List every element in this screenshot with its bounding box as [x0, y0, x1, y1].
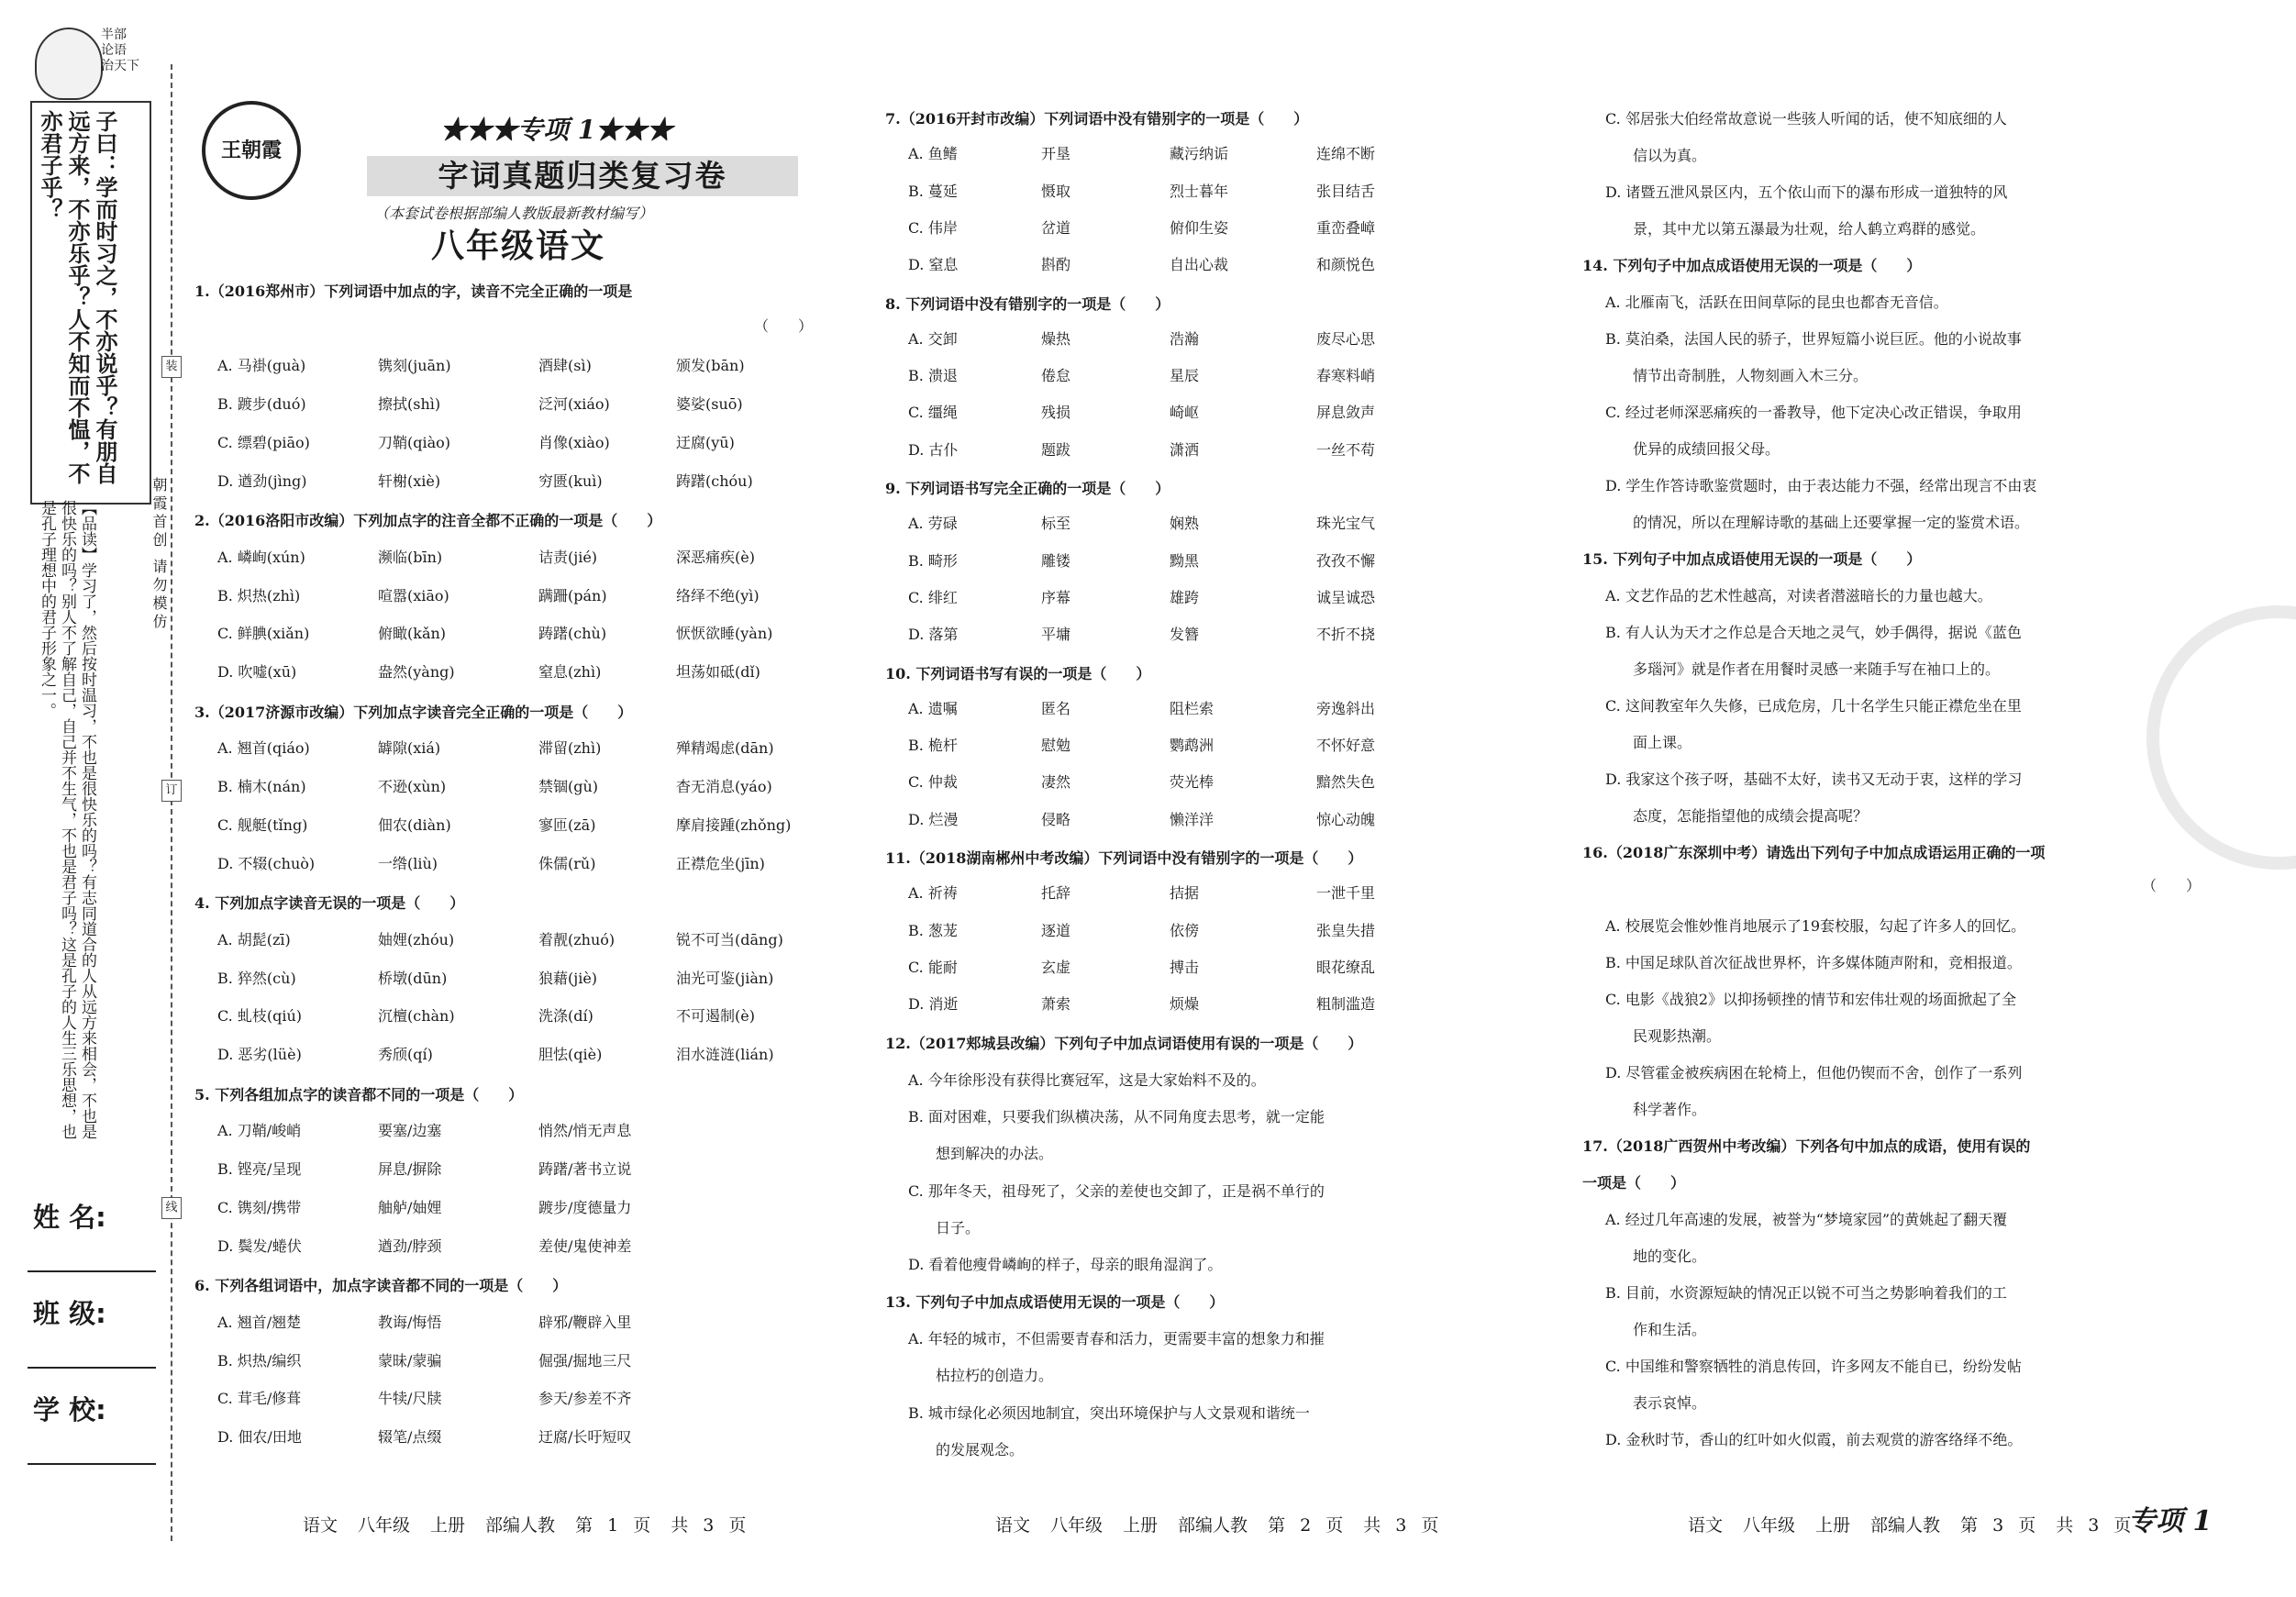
option-cell[interactable]: A. 胡髭(zī) — [217, 930, 291, 948]
option-cell[interactable]: A. 交卸 — [908, 329, 958, 348]
cut-mark-2: 订 — [161, 780, 182, 802]
option-cell[interactable]: 萧索 — [1041, 995, 1071, 1014]
option-line[interactable]: 多瑙河》就是作者在用餐时灵感一来随手写在袖口上的。 — [1633, 660, 2001, 678]
option-cell[interactable]: 杳无消息(yáo) — [676, 778, 772, 796]
option-cell[interactable]: B. 炽热/编织 — [217, 1351, 302, 1370]
option-cell[interactable]: 发簪 — [1170, 626, 1200, 644]
option-cell[interactable]: 雄跨 — [1170, 588, 1200, 606]
answer-paren[interactable]: （ ） — [2142, 877, 2202, 894]
option-cell[interactable]: D. 窒息 — [908, 256, 959, 274]
name-label: 姓 名: — [33, 1202, 106, 1233]
option-cell[interactable]: D. 遒劲(jìng) — [217, 471, 307, 490]
option-line[interactable]: 的情况，所以在理解诗歌的基础上还要掌握一定的鉴赏术语。 — [1633, 514, 2030, 531]
option-cell[interactable]: 倦怠 — [1041, 367, 1071, 385]
option-line[interactable]: A. 年轻的城市，不但需要青春和活力，更需要丰富的想象力和摧 — [908, 1329, 1325, 1347]
option-cell[interactable]: B. 炽热(zhì) — [217, 586, 301, 604]
option-line[interactable]: 表示哀悼。 — [1633, 1394, 1707, 1412]
option-cell[interactable]: 岔道 — [1041, 218, 1071, 237]
option-cell[interactable]: 油光可鉴(jiàn) — [676, 969, 774, 987]
option-cell[interactable]: D. 古仆 — [908, 440, 959, 459]
option-cell[interactable]: 烈士暮年 — [1170, 182, 1229, 200]
option-cell[interactable]: 差使/鬼使神差 — [538, 1237, 632, 1255]
option-cell[interactable]: 妯娌(zhóu) — [378, 930, 455, 948]
option-line[interactable]: A. 今年徐彤没有获得比赛冠军，这是大家始料不及的。 — [908, 1070, 1266, 1089]
question-stem: 3.（2017济源市改编）下列加点字读音完全正确的一项是（ ） — [194, 703, 633, 721]
option-cell[interactable]: 禁锢(gù) — [538, 778, 599, 796]
option-cell[interactable]: 浩瀚 — [1170, 329, 1200, 348]
special-label: ★★★专项 1★★★ — [440, 115, 673, 145]
option-line[interactable]: C. 邻居张大伯经常故意说一些骇人听闻的话，使不知底细的人 — [1605, 110, 2007, 128]
option-cell[interactable]: 盎然(yàng) — [378, 663, 455, 681]
question-stem: 15. 下列句子中加点成语使用无误的一项是（ ） — [1582, 550, 1922, 568]
option-cell[interactable]: A. 马褂(guà) — [217, 357, 306, 375]
option-cell[interactable]: 依傍 — [1170, 921, 1200, 939]
option-cell[interactable]: 自出心裁 — [1170, 256, 1229, 274]
option-cell[interactable]: D. 鬓发/蜷伏 — [217, 1237, 302, 1255]
option-cell[interactable]: 桥墩(dūn) — [378, 969, 448, 987]
option-line[interactable]: 枯拉朽的创造力。 — [936, 1367, 1054, 1385]
option-line[interactable]: D. 我家这个孩子呀，基础不太好，读书又无动于衷，这样的学习 — [1605, 771, 2023, 788]
watermark-seal — [2146, 605, 2296, 870]
option-cell[interactable]: A. 翘首(qiáo) — [217, 739, 310, 758]
option-cell[interactable]: 辟邪/鞭辟入里 — [538, 1313, 632, 1331]
option-cell[interactable]: 重峦叠嶂 — [1316, 218, 1376, 237]
option-cell[interactable]: B. 踱步(duó) — [217, 395, 306, 414]
option-line[interactable]: C. 那年冬天，祖母死了，父亲的差使也交卸了，正是祸不单行的 — [908, 1181, 1325, 1200]
option-cell[interactable]: 旁逸斜出 — [1316, 699, 1376, 717]
option-cell[interactable]: 玄虚 — [1041, 958, 1071, 976]
motto-box — [30, 101, 151, 505]
option-cell[interactable]: 屏息/摒除 — [378, 1160, 442, 1179]
option-cell[interactable]: 殚精竭虑(dān) — [676, 739, 774, 758]
option-line[interactable]: B. 城市绿化必须因地制宜，突出环境保护与人文景观和谐统一 — [908, 1403, 1310, 1422]
option-line[interactable]: A. 校展览会惟妙惟肖地展示了19套校服，勾起了许多人的回忆。 — [1605, 917, 2026, 935]
option-line[interactable]: A. 文艺作品的艺术性越高，对读者潜滋暗长的力量也越大。 — [1605, 587, 1992, 604]
option-cell[interactable]: D. 消逝 — [908, 995, 959, 1014]
option-line[interactable]: 景，其中尤以第五瀑最为壮观，给人鹤立鸡群的感觉。 — [1633, 220, 1986, 238]
cut-mark-1: 装 — [161, 356, 182, 378]
answer-paren[interactable]: （ ） — [754, 316, 814, 335]
option-cell[interactable]: 要塞/边塞 — [378, 1122, 442, 1140]
option-cell[interactable]: C. 缥碧(piāo) — [217, 433, 310, 451]
question-stem: 6. 下列各组词语中，加点字读音都不同的一项是（ ） — [194, 1277, 568, 1295]
option-cell[interactable]: 踌躇/著书立说 — [538, 1160, 632, 1179]
option-cell[interactable]: 牛犊/尺牍 — [378, 1390, 442, 1408]
option-cell[interactable]: A. 遗嘱 — [908, 699, 958, 717]
option-cell[interactable]: 匿名 — [1041, 699, 1071, 717]
option-cell[interactable]: 迂腐/长吁短叹 — [538, 1428, 632, 1446]
option-cell[interactable]: 秀颀(qí) — [378, 1046, 433, 1063]
question-stem: 12.（2017郏城县改编）下列句子中加点词语使用有误的一项是（ ） — [885, 1034, 1363, 1052]
option-line[interactable]: D. 诸暨五泄风景区内，五个依山而下的瀑布形成一道独特的风 — [1605, 183, 2008, 201]
option-line[interactable]: C. 中国维和警察牺牲的消息传回，许多网友不能自已，纷纷发帖 — [1605, 1358, 2022, 1375]
option-line[interactable]: B. 面对困难，只要我们纵横决荡，从不同角度去思考，就一定能 — [908, 1108, 1325, 1126]
option-cell[interactable]: 孜孜不懈 — [1316, 551, 1376, 570]
option-cell[interactable]: 正襟危坐(jīn) — [676, 854, 765, 872]
cut-line — [171, 64, 172, 1541]
question-stem: 9. 下列词语书写完全正确的一项是（ ） — [885, 480, 1170, 497]
school-label: 学 校: — [33, 1394, 106, 1425]
option-line[interactable]: B. 目前，水资源短缺的情况正以锐不可当之势影响着我们的工 — [1605, 1284, 2007, 1302]
option-cell[interactable]: 张目结舌 — [1316, 182, 1376, 200]
option-cell[interactable]: 寥匝(zā) — [538, 815, 596, 834]
class-field[interactable] — [28, 1367, 156, 1369]
option-cell[interactable]: 踌躇(chóu) — [676, 471, 753, 490]
option-cell[interactable]: B. 蔓延 — [908, 182, 958, 200]
option-cell[interactable]: 斟酌 — [1041, 256, 1071, 274]
option-cell[interactable]: 侏儒(rǔ) — [538, 854, 596, 872]
option-cell[interactable]: 荧光棒 — [1170, 773, 1215, 792]
option-cell[interactable]: 轩榭(xiè) — [378, 471, 441, 490]
mascot-icon — [35, 28, 103, 100]
option-cell[interactable]: 佃农(diàn) — [378, 815, 451, 834]
cut-mark-3: 线 — [161, 1197, 182, 1219]
option-cell[interactable]: 烦燥 — [1170, 995, 1200, 1014]
option-line[interactable]: 地的变化。 — [1633, 1248, 1707, 1265]
option-cell[interactable]: A. 翘首/翘楚 — [217, 1313, 302, 1331]
option-cell[interactable]: 娴熟 — [1170, 515, 1200, 533]
option-cell[interactable]: B. 溃退 — [908, 367, 958, 385]
option-cell[interactable]: A. 鱼鳍 — [908, 145, 958, 163]
option-line[interactable]: 想到解决的办法。 — [936, 1145, 1054, 1163]
option-cell[interactable]: 辍笔/点缀 — [378, 1428, 442, 1446]
option-cell[interactable]: 教诲/悔悟 — [378, 1313, 442, 1331]
option-cell[interactable]: A. 劳碌 — [908, 515, 958, 533]
option-cell[interactable]: D. 吹嘘(xū) — [217, 663, 297, 681]
option-cell[interactable]: 阻栏索 — [1170, 699, 1215, 717]
option-line[interactable]: 态度，怎能指望他的成绩会提高呢？ — [1633, 807, 1869, 825]
option-cell[interactable]: 肖像(xiào) — [538, 433, 610, 451]
grade-title: 八年级语文 — [431, 227, 606, 265]
option-line[interactable]: C. 这间教室年久失修，已成危房，几十名学生只能正襟危坐在里 — [1605, 697, 2022, 715]
option-cell[interactable]: D. 恶劣(lüè) — [217, 1046, 302, 1063]
option-cell[interactable]: 擦拭(shì) — [378, 395, 441, 414]
option-line[interactable]: C. 经过老师深恶痛疾的一番教导，他下定决心改正错误，争取用 — [1605, 404, 2022, 421]
page-title: 字词真题归类复习卷 — [367, 156, 798, 196]
option-cell[interactable]: 慑取 — [1041, 182, 1071, 200]
option-cell[interactable]: B. 畸形 — [908, 551, 958, 570]
corner-label: 专项 1 — [2128, 1505, 2213, 1537]
option-cell[interactable]: D. 烂漫 — [908, 810, 959, 828]
option-cell[interactable]: 不怀好意 — [1316, 737, 1376, 755]
question-stem: 14. 下列句子中加点成语使用无误的一项是（ ） — [1582, 257, 1922, 274]
option-cell[interactable]: 残损 — [1041, 404, 1071, 422]
option-line[interactable]: 情节出奇制胜，人物刻画入木三分。 — [1633, 367, 1869, 384]
option-cell[interactable]: 粗制滥造 — [1316, 995, 1376, 1014]
footer-page-3: 语文 八年级 上册 部编人教 第 3 页 共 3 页 — [1688, 1515, 2132, 1536]
option-cell[interactable]: 崎岖 — [1170, 404, 1200, 422]
option-cell[interactable]: 一丝不苟 — [1316, 440, 1376, 459]
option-cell[interactable]: 平墉 — [1041, 626, 1071, 644]
option-cell[interactable]: 胆怯(qiè) — [538, 1046, 603, 1063]
option-cell[interactable]: C. 鲜腆(xiǎn) — [217, 625, 310, 643]
option-cell[interactable]: 一绺(liù) — [378, 854, 438, 872]
question-stem: 13. 下列句子中加点成语使用无误的一项是（ ） — [885, 1292, 1225, 1311]
option-cell[interactable]: 颁发(bān) — [676, 357, 745, 375]
question-stem: 1.（2016郑州市）下列词语中加点的字，读音不完全正确的一项是 — [194, 283, 633, 300]
option-cell[interactable]: 悄然/悄无声息 — [538, 1122, 632, 1140]
option-cell[interactable]: 倔强/掘地三尺 — [538, 1351, 632, 1370]
option-cell[interactable]: B. 猝然(cù) — [217, 969, 296, 987]
option-line[interactable]: 日子。 — [936, 1219, 981, 1237]
option-cell[interactable]: 喧嚣(xiāo) — [378, 586, 449, 604]
option-cell[interactable]: 黝黑 — [1170, 551, 1200, 570]
option-line[interactable]: B. 中国足球队首次征战世界杯，许多媒体随声附和，竞相报道。 — [1605, 954, 2022, 971]
option-cell[interactable]: 沉檀(chàn) — [378, 1007, 455, 1026]
option-cell[interactable]: 遒劲/脖颈 — [378, 1237, 442, 1255]
option-cell[interactable]: 拮据 — [1170, 884, 1200, 903]
option-cell[interactable]: 蹒跚(pán) — [538, 586, 607, 604]
option-cell[interactable]: 窒息(zhì) — [538, 663, 602, 681]
option-cell[interactable]: D. 佃农/田地 — [217, 1428, 302, 1446]
option-cell[interactable]: 屏息敛声 — [1316, 404, 1376, 422]
option-cell[interactable]: 参天/参差不齐 — [538, 1390, 632, 1408]
option-cell[interactable]: A. 祈祷 — [908, 884, 958, 903]
option-cell[interactable]: C. 伟岸 — [908, 218, 958, 237]
option-cell[interactable]: 序幕 — [1041, 588, 1071, 606]
brand-logo: 王朝霞 — [202, 101, 301, 200]
option-cell[interactable]: 泪水涟涟(lián) — [676, 1046, 774, 1063]
option-line[interactable]: D. 看着他瘦骨嶙峋的样子，母亲的眼角湿润了。 — [908, 1256, 1223, 1274]
option-line[interactable]: 作和生活。 — [1633, 1321, 1707, 1338]
option-cell[interactable]: 张皇失措 — [1316, 921, 1376, 939]
question-stem: 11.（2018湖南郴州中考改编）下列词语中没有错别字的一项是（ ） — [885, 849, 1363, 867]
option-cell[interactable]: 俯瞰(kǎn) — [378, 625, 447, 643]
question-stem: 17.（2018广西贺州中考改编）下列各句中加点的成语，使用有误的 — [1582, 1137, 2031, 1155]
option-cell[interactable]: 鹦鹉洲 — [1170, 737, 1215, 755]
option-cell[interactable]: 一泄千里 — [1316, 884, 1376, 903]
option-cell[interactable]: C. 舰艇(tǐng) — [217, 815, 308, 834]
option-line[interactable]: 信以为真。 — [1633, 147, 1707, 164]
option-cell[interactable]: 凄然 — [1041, 773, 1071, 792]
option-cell[interactable]: 迂腐(yū) — [676, 433, 735, 451]
option-cell[interactable]: 慰勉 — [1041, 737, 1071, 755]
option-cell[interactable]: 黯然失色 — [1316, 773, 1376, 792]
question-stem-cont: 一项是（ ） — [1582, 1174, 1686, 1192]
option-cell[interactable]: 蒙昧/蒙骗 — [378, 1351, 442, 1370]
option-cell[interactable]: A. 嶙峋(xún) — [217, 548, 305, 566]
option-cell[interactable]: 星辰 — [1170, 367, 1200, 385]
motto-text: 子曰：学而时习之，不亦说乎？有朋自远方来，不亦乐乎？人不知而不愠，不亦君子乎？ — [37, 110, 118, 484]
class-label: 班 级: — [33, 1298, 106, 1329]
option-cell[interactable]: 懒洋洋 — [1170, 810, 1215, 828]
option-cell[interactable]: 镌刻(juān) — [378, 357, 451, 375]
option-cell[interactable]: 和颜悦色 — [1316, 256, 1376, 274]
option-cell[interactable]: 泛河(xiáo) — [538, 395, 610, 414]
question-stem: 5. 下列各组加点字的读音都不同的一项是（ ） — [194, 1085, 524, 1103]
option-cell[interactable]: 题跋 — [1041, 440, 1071, 459]
option-cell[interactable]: 藏污纳诟 — [1170, 145, 1229, 163]
option-line[interactable]: 民观影热潮。 — [1633, 1027, 1722, 1045]
option-cell[interactable]: 罅隙(xiá) — [378, 739, 441, 758]
option-line[interactable]: B. 有人认为天才之作总是合天地之灵气，妙手偶得，据说《蓝色 — [1605, 624, 2022, 641]
commentary-text: 【品读】学习了，然后按时温习，不也是很快乐的吗？有志同道合的人从远方来相会，不也是很快乐的吗？别人不了解自己，自己并不生气，不也是君子吗？这是孔子的人生三乐思想，也是孔子理想中的君子形象之一。 — [38, 500, 96, 1139]
option-cell[interactable]: 深恶痛疾(è) — [676, 548, 755, 566]
option-cell[interactable]: 潇洒 — [1170, 440, 1200, 459]
option-cell[interactable]: 坦荡如砥(dǐ) — [676, 663, 760, 681]
option-line[interactable]: A. 北雁南飞，活跃在田间草际的昆虫也都杳无音信。 — [1605, 294, 1948, 311]
school-field[interactable] — [28, 1463, 156, 1465]
option-cell[interactable]: B. 桅杆 — [908, 737, 958, 755]
question-stem: 8. 下列词语中没有错别字的一项是（ ） — [885, 294, 1170, 313]
question-stem: 16.（2018广东深圳中考）请选出下列句子中加点成语运用正确的一项 — [1582, 844, 2046, 861]
option-line[interactable]: D. 金秋时节，香山的红叶如火似霞，前去观赏的游客络绎不绝。 — [1605, 1431, 2023, 1448]
option-cell[interactable]: C. 仲裁 — [908, 773, 958, 792]
footer-page-1: 语文 八年级 上册 部编人教 第 1 页 共 3 页 — [303, 1515, 747, 1536]
question-stem: 2.（2016洛阳市改编）下列加点字的注音全都不正确的一项是（ ） — [194, 512, 662, 530]
option-line[interactable]: 科学著作。 — [1633, 1101, 1707, 1118]
option-line[interactable]: 的发展观念。 — [936, 1440, 1025, 1458]
option-cell[interactable]: 珠光宝气 — [1316, 515, 1376, 533]
option-cell[interactable]: 标至 — [1041, 515, 1071, 533]
option-cell[interactable]: 不逊(xùn) — [378, 778, 447, 796]
option-cell[interactable]: B. 铿亮/呈现 — [217, 1160, 302, 1179]
option-cell[interactable]: D. 不辍(chuò) — [217, 854, 316, 872]
question-stem: 10. 下列词语书写有误的一项是（ ） — [885, 664, 1151, 682]
option-line[interactable]: C. 电影《战狼2》以抑扬顿挫的情节和宏伟壮观的场面掀起了全 — [1605, 991, 2017, 1008]
option-cell[interactable]: B. 葱茏 — [908, 921, 958, 939]
option-cell[interactable]: C. 镌刻/携带 — [217, 1198, 302, 1216]
option-cell[interactable]: 侵略 — [1041, 810, 1071, 828]
name-field[interactable] — [28, 1270, 156, 1272]
option-cell[interactable]: 婆娑(suō) — [676, 395, 743, 414]
option-cell[interactable]: 不可遏制(è) — [676, 1007, 755, 1026]
option-cell[interactable]: B. 楠木(nán) — [217, 778, 306, 796]
option-cell[interactable]: 洗涤(dí) — [538, 1007, 593, 1026]
option-cell[interactable]: 恹恹欲睡(yàn) — [676, 625, 773, 643]
option-cell[interactable]: 刀鞘(qiào) — [378, 433, 451, 451]
option-cell[interactable]: C. 虬枝(qiú) — [217, 1007, 302, 1026]
footer-page-2: 语文 八年级 上册 部编人教 第 2 页 共 3 页 — [995, 1515, 1439, 1536]
option-cell[interactable]: 惊心动魄 — [1316, 810, 1376, 828]
option-cell[interactable]: C. 绯红 — [908, 588, 958, 606]
option-cell[interactable]: 搏击 — [1170, 958, 1200, 976]
option-cell[interactable]: C. 能耐 — [908, 958, 958, 976]
option-cell[interactable]: C. 茸毛/修葺 — [217, 1390, 302, 1408]
option-cell[interactable]: 连绵不断 — [1316, 145, 1376, 163]
option-cell[interactable]: 酒肆(sì) — [538, 357, 592, 375]
question-stem: 4. 下列加点字读音无误的一项是（ ） — [194, 894, 465, 913]
page-subtitle: （本套试卷根据部编人教版最新教材编写） — [374, 205, 654, 222]
option-cell[interactable]: 穷匮(kuì) — [538, 471, 603, 490]
option-cell[interactable]: 开垦 — [1041, 145, 1071, 163]
option-cell[interactable]: 踌躇(chù) — [538, 625, 607, 643]
option-cell[interactable]: 春寒料峭 — [1316, 367, 1376, 385]
option-line[interactable]: D. 学生作答诗歌鉴赏题时，由于表达能力不强，经常出现言不由衷 — [1605, 477, 2037, 494]
option-cell[interactable]: 锐不可当(dāng) — [676, 930, 783, 948]
option-cell[interactable]: 逐道 — [1041, 921, 1071, 939]
option-cell[interactable]: 滞留(zhì) — [538, 739, 602, 758]
option-line[interactable]: 面上课。 — [1633, 734, 1692, 751]
option-cell[interactable]: 托辞 — [1041, 884, 1071, 903]
option-cell[interactable]: 舳舻/妯娌 — [378, 1198, 442, 1216]
question-stem: 7.（2016开封市改编）下列词语中没有错别字的一项是（ ） — [885, 110, 1309, 128]
option-cell[interactable]: 俯仰生姿 — [1170, 218, 1229, 237]
option-cell[interactable]: 燥热 — [1041, 329, 1071, 348]
option-cell[interactable]: 诘责(jié) — [538, 548, 598, 566]
option-cell[interactable]: 诚呈诚恐 — [1316, 588, 1376, 606]
option-cell[interactable]: 着靓(zhuó) — [538, 930, 616, 948]
option-cell[interactable]: 废尽心思 — [1316, 329, 1376, 348]
option-cell[interactable]: 濒临(bīn) — [378, 548, 443, 566]
option-line[interactable]: D. 尽管霍金被疾病困在轮椅上，但他仍锲而不舍，创作了一系列 — [1605, 1064, 2023, 1081]
option-cell[interactable]: D. 落第 — [908, 626, 959, 644]
option-line[interactable]: B. 莫泊桑，法国人民的骄子，世界短篇小说巨匠。他的小说故事 — [1605, 330, 2022, 348]
option-cell[interactable]: 雕镂 — [1041, 551, 1071, 570]
option-cell[interactable]: 络绎不绝(yì) — [676, 586, 760, 604]
option-cell[interactable]: 眼花缭乱 — [1316, 958, 1376, 976]
option-cell[interactable]: 不折不挠 — [1316, 626, 1376, 644]
option-cell[interactable]: 狼藉(jiè) — [538, 969, 598, 987]
left-strip — [0, 0, 170, 1597]
option-cell[interactable]: C. 缰绳 — [908, 404, 958, 422]
option-line[interactable]: A. 经过几年高速的发展，被誉为“梦境家园”的黄姚起了翻天覆 — [1605, 1211, 2008, 1228]
option-line[interactable]: 优异的成绩回报父母。 — [1633, 440, 1780, 458]
option-cell[interactable]: 摩肩接踵(zhǒng) — [676, 815, 792, 834]
option-cell[interactable]: 踱步/度德量力 — [538, 1198, 632, 1216]
option-cell[interactable]: A. 刀鞘/峻峭 — [217, 1122, 302, 1140]
side-note: 朝霞首创 请勿模仿 — [150, 477, 168, 633]
strip-badge: 半部 论语 治天下 — [101, 28, 139, 73]
